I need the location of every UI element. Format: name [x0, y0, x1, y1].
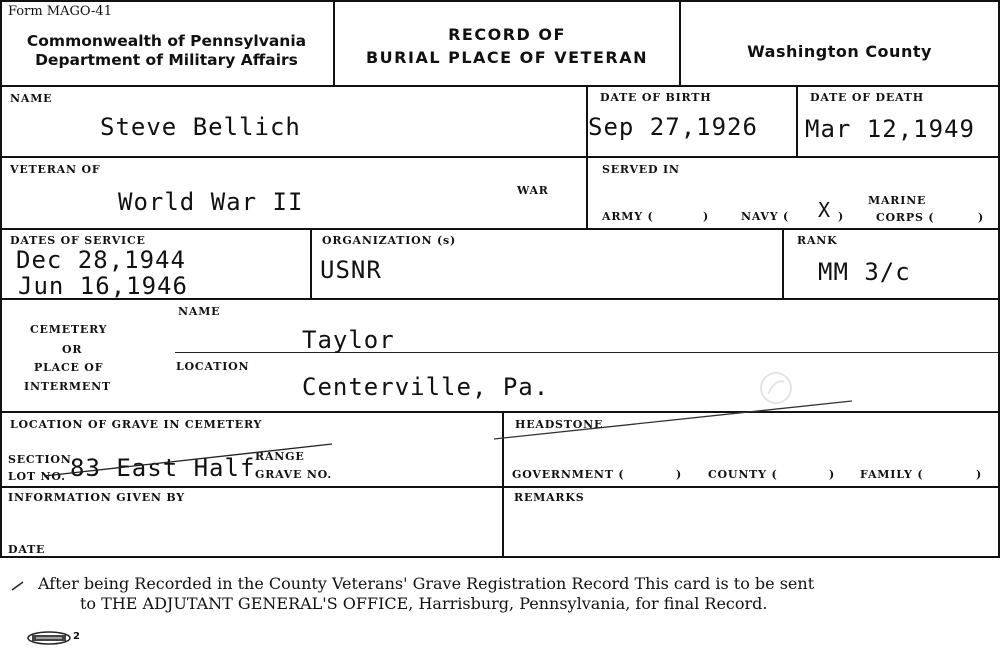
form-title-line2: BURIAL PLACE OF VETERAN [365, 48, 648, 67]
headstone-label: HEADSTONE [515, 418, 604, 431]
form-number: Form MAGO-41 [8, 4, 112, 19]
lot-no-label: LOT NO. [8, 470, 66, 483]
cemetery-name-label: NAME [178, 305, 221, 318]
government-close: ) [676, 468, 683, 481]
county-label: COUNTY ( [708, 468, 778, 481]
date-of-birth-value: Sep 27,1926 [588, 113, 758, 141]
remarks-label: REMARKS [514, 491, 585, 504]
navy-close: ) [838, 210, 845, 223]
lot-value: 83 East Half [70, 454, 256, 482]
rank-value: MM 3/c [818, 258, 911, 286]
cemetery-name-value: Taylor [302, 326, 395, 354]
form-title-line1: RECORD OF [448, 25, 566, 44]
grave-no-label: GRAVE NO. [255, 468, 333, 481]
date-label: DATE [8, 543, 46, 556]
name-label: NAME [10, 92, 53, 105]
government-label: GOVERNMENT ( [512, 468, 625, 481]
veteran-of-label: VETERAN OF [10, 163, 101, 176]
marine-label-line1: MARINE [868, 194, 927, 207]
navy-label: NAVY ( [741, 210, 790, 223]
veteran-name: Steve Bellich [100, 113, 301, 141]
organization-label: ORGANIZATION (s) [322, 234, 457, 247]
army-label: ARMY ( [602, 210, 654, 223]
org-name-line2: Department of Military Affairs [35, 51, 298, 69]
section-label: SECTION [8, 453, 72, 466]
cemetery-label-line4: INTERMENT [24, 380, 111, 393]
strike-through-line [40, 440, 340, 480]
marine-close: ) [978, 211, 985, 224]
served-in-label: SERVED IN [602, 163, 680, 176]
family-close: ) [976, 468, 983, 481]
war-label: WAR [517, 184, 549, 197]
union-label-icon [26, 630, 72, 646]
cemetery-label-line2: OR [62, 343, 83, 356]
org-name-line1: Commonwealth of Pennsylvania [26, 32, 307, 50]
veteran-of-value: World War II [118, 188, 304, 216]
county-name: Washington County [747, 42, 932, 61]
check-tick-mark [10, 578, 26, 592]
army-close: ) [703, 210, 710, 223]
cemetery-label-line1: CEMETERY [30, 323, 108, 336]
county-close: ) [829, 468, 836, 481]
organization-value: USNR [320, 256, 382, 284]
footer-instruction-line2: to THE ADJUTANT GENERAL'S OFFICE, Harrisburg, Pennsylvania, for final Record. [80, 594, 768, 613]
printer-mark: 2 [73, 631, 80, 642]
cemetery-label-line3: PLACE OF [34, 361, 104, 374]
date-of-birth-label: DATE OF BIRTH [600, 91, 712, 104]
grave-location-label: LOCATION OF GRAVE IN CEMETERY [10, 418, 263, 431]
family-label: FAMILY ( [860, 468, 924, 481]
information-given-by-label: INFORMATION GIVEN BY [8, 491, 185, 504]
navy-mark: X [818, 198, 832, 222]
dates-of-service-label: DATES OF SERVICE [10, 234, 146, 247]
marine-label-line2: CORPS ( [876, 211, 935, 224]
date-of-death-label: DATE OF DEATH [810, 91, 924, 104]
date-of-death-value: Mar 12,1949 [805, 115, 975, 143]
cemetery-location-value: Centerville, Pa. [302, 373, 550, 401]
rank-label: RANK [797, 234, 838, 247]
footer-instruction-line1: After being Recorded in the County Veterans' Grave Registration Record This card is to be sent [38, 574, 815, 593]
cemetery-location-label: LOCATION [176, 360, 250, 373]
range-label: RANGE [255, 450, 305, 463]
service-end-date: Jun 16,1946 [18, 272, 188, 300]
service-start-date: Dec 28,1944 [16, 246, 186, 274]
